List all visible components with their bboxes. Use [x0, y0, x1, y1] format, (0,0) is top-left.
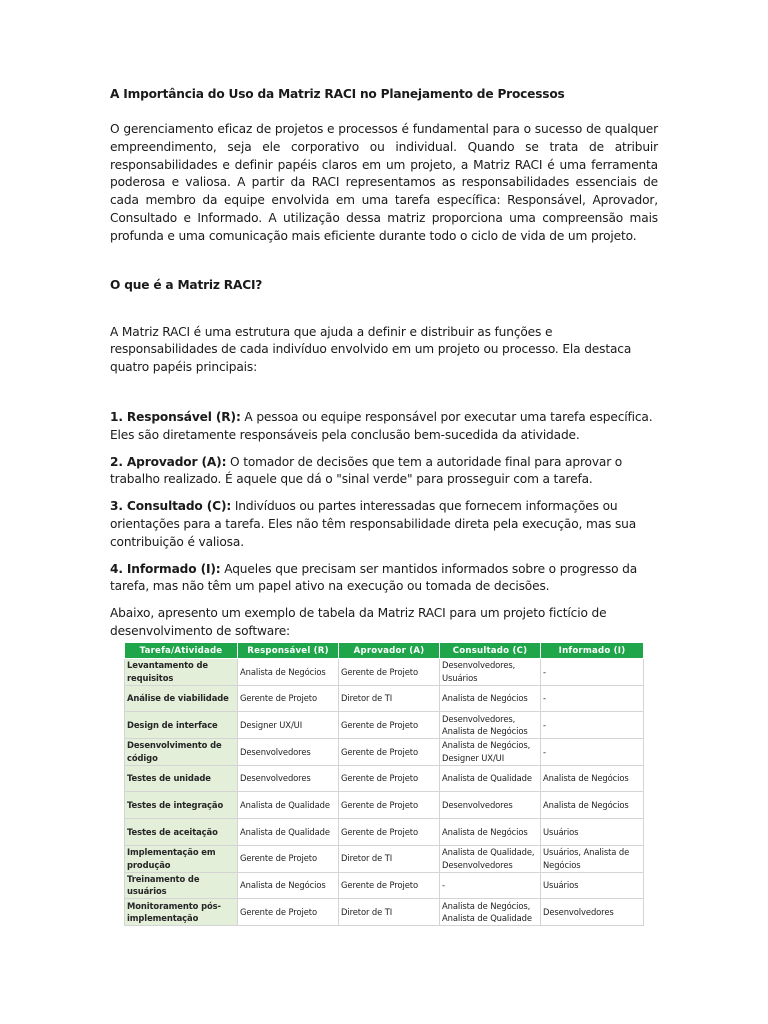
role-label: 1. Responsável (R):: [110, 409, 241, 424]
raci-table: [124, 642, 644, 926]
consulted-cell: Analista de Qualidade: [440, 765, 541, 792]
role-description: A pessoa ou equipe responsável por executar uma tarefa específica. Eles são diretamente responsáveis pela conclusão bem-sucedida da atividade.: [110, 409, 653, 442]
table-row: [125, 685, 644, 712]
responsible-cell: Gerente de Projeto: [238, 685, 339, 712]
section-intro-paragraph: A Matriz RACI é uma estrutura que ajuda a definir e distribuir as funções e responsabilidades de cada indivíduo envolvido em um projeto ou processo. Ela destaca quatro papéis principais:: [110, 324, 632, 375]
table-row: [125, 899, 644, 926]
approver-cell: Diretor de TI: [339, 899, 440, 926]
table-row: [125, 739, 644, 766]
role-label: 3. Consultado (C):: [110, 499, 232, 514]
approver-cell: Gerente de Projeto: [339, 819, 440, 846]
table-row: [125, 659, 644, 686]
role-aprovador: [110, 454, 658, 490]
role-informado: [110, 561, 658, 597]
task-cell: Monitoramento pós-implementação: [125, 899, 238, 926]
table-row: [125, 765, 644, 792]
task-cell: Implementação em produção: [125, 845, 238, 872]
table-header-row: [125, 643, 644, 659]
informed-cell: -: [541, 659, 644, 686]
document-title: A Importância do Uso da Matriz RACI no Planejamento de Processos: [110, 87, 565, 101]
responsible-cell: Analista de Negócios: [238, 872, 339, 899]
intro-paragraph: O gerenciamento eficaz de projetos e processos é fundamental para o sucesso de qualquer empreendimento, seja ele corporativo ou individual. Quando se trata de atribuir responsabilidades e definir papéis claros em um projeto, a Matriz RACI é uma ferramenta poderosa e valiosa. A partir da RACI representamos as responsabilidades essenciais de cada membro da equipe envolvida em uma tarefa específica: Responsável, Aprovador, Consultado e Informado. A utilização dessa matriz proporciona uma compreensão mais profunda e uma comunicação mais eficiente durante todo o ciclo de vida de um projeto.: [110, 122, 658, 243]
approver-cell: Gerente de Projeto: [339, 659, 440, 686]
responsible-cell: Desenvolvedores: [238, 765, 339, 792]
role-label: 4. Informado (I):: [110, 561, 221, 576]
approver-cell: Gerente de Projeto: [339, 712, 440, 739]
table-intro-paragraph: Abaixo, apresento um exemplo de tabela da Matriz RACI para um projeto fictício de desenvolvimento de software:: [110, 606, 607, 638]
role-description: Aqueles que precisam ser mantidos informados sobre o progresso da tarefa, mas não têm um papel ativo na execução ou tomada de decisões.: [110, 561, 638, 594]
responsible-cell: Analista de Qualidade: [238, 819, 339, 846]
informed-cell: -: [541, 739, 644, 766]
column-header-approver: Aprovador (A): [339, 643, 440, 659]
column-header-responsible: Responsável (R): [238, 643, 339, 659]
table-row: [125, 819, 644, 846]
task-cell: Treinamento de usuários: [125, 872, 238, 899]
role-description: O tomador de decisões que tem a autoridade final para aprovar o trabalho realizado. É aquele que dá o "sinal verde" para prosseguir com a tarefa.: [110, 454, 623, 487]
consulted-cell: Analista de Qualidade, Desenvolvedores: [440, 845, 541, 872]
consulted-cell: Desenvolvedores: [440, 792, 541, 819]
consulted-cell: Desenvolvedores, Usuários: [440, 659, 541, 686]
informed-cell: Desenvolvedores: [541, 899, 644, 926]
role-description: Indivíduos ou partes interessadas que fornecem informações ou orientações para a tarefa. Eles não têm responsabilidade direta pela execução, mas sua contribuição é valiosa.: [110, 499, 637, 549]
consulted-cell: -: [440, 872, 541, 899]
responsible-cell: Gerente de Projeto: [238, 845, 339, 872]
responsible-cell: Analista de Qualidade: [238, 792, 339, 819]
responsible-cell: Analista de Negócios: [238, 659, 339, 686]
task-cell: Testes de unidade: [125, 765, 238, 792]
task-cell: Design de interface: [125, 712, 238, 739]
table-row: [125, 792, 644, 819]
role-consultado: [110, 498, 658, 551]
informed-cell: -: [541, 685, 644, 712]
approver-cell: Gerente de Projeto: [339, 765, 440, 792]
informed-cell: Usuários: [541, 819, 644, 846]
informed-cell: Usuários: [541, 872, 644, 899]
task-cell: Levantamento de requisitos: [125, 659, 238, 686]
informed-cell: -: [541, 712, 644, 739]
consulted-cell: Analista de Negócios: [440, 819, 541, 846]
consulted-cell: Analista de Negócios: [440, 685, 541, 712]
task-cell: Análise de viabilidade: [125, 685, 238, 712]
consulted-cell: Analista de Negócios, Designer UX/UI: [440, 739, 541, 766]
table-row: [125, 845, 644, 872]
role-label: 2. Aprovador (A):: [110, 454, 227, 469]
responsible-cell: Gerente de Projeto: [238, 899, 339, 926]
task-cell: Desenvolvimento de código: [125, 739, 238, 766]
document-page: [110, 86, 658, 650]
task-cell: Testes de integração: [125, 792, 238, 819]
column-header-informed: Informado (I): [541, 643, 644, 659]
section-heading: O que é a Matriz RACI?: [110, 277, 263, 292]
approver-cell: Gerente de Projeto: [339, 872, 440, 899]
responsible-cell: Designer UX/UI: [238, 712, 339, 739]
column-header-consulted: Consultado (C): [440, 643, 541, 659]
role-responsavel: [110, 409, 658, 445]
column-header-task: Tarefa/Atividade: [125, 643, 238, 659]
informed-cell: Usuários, Analista de Negócios: [541, 845, 644, 872]
table-row: [125, 872, 644, 899]
consulted-cell: Desenvolvedores, Analista de Negócios: [440, 712, 541, 739]
consulted-cell: Analista de Negócios, Analista de Qualidade: [440, 899, 541, 926]
task-cell: Testes de aceitação: [125, 819, 238, 846]
responsible-cell: Desenvolvedores: [238, 739, 339, 766]
approver-cell: Gerente de Projeto: [339, 792, 440, 819]
approver-cell: Gerente de Projeto: [339, 739, 440, 766]
approver-cell: Diretor de TI: [339, 685, 440, 712]
informed-cell: Analista de Negócios: [541, 765, 644, 792]
table-row: [125, 712, 644, 739]
approver-cell: Diretor de TI: [339, 845, 440, 872]
informed-cell: Analista de Negócios: [541, 792, 644, 819]
